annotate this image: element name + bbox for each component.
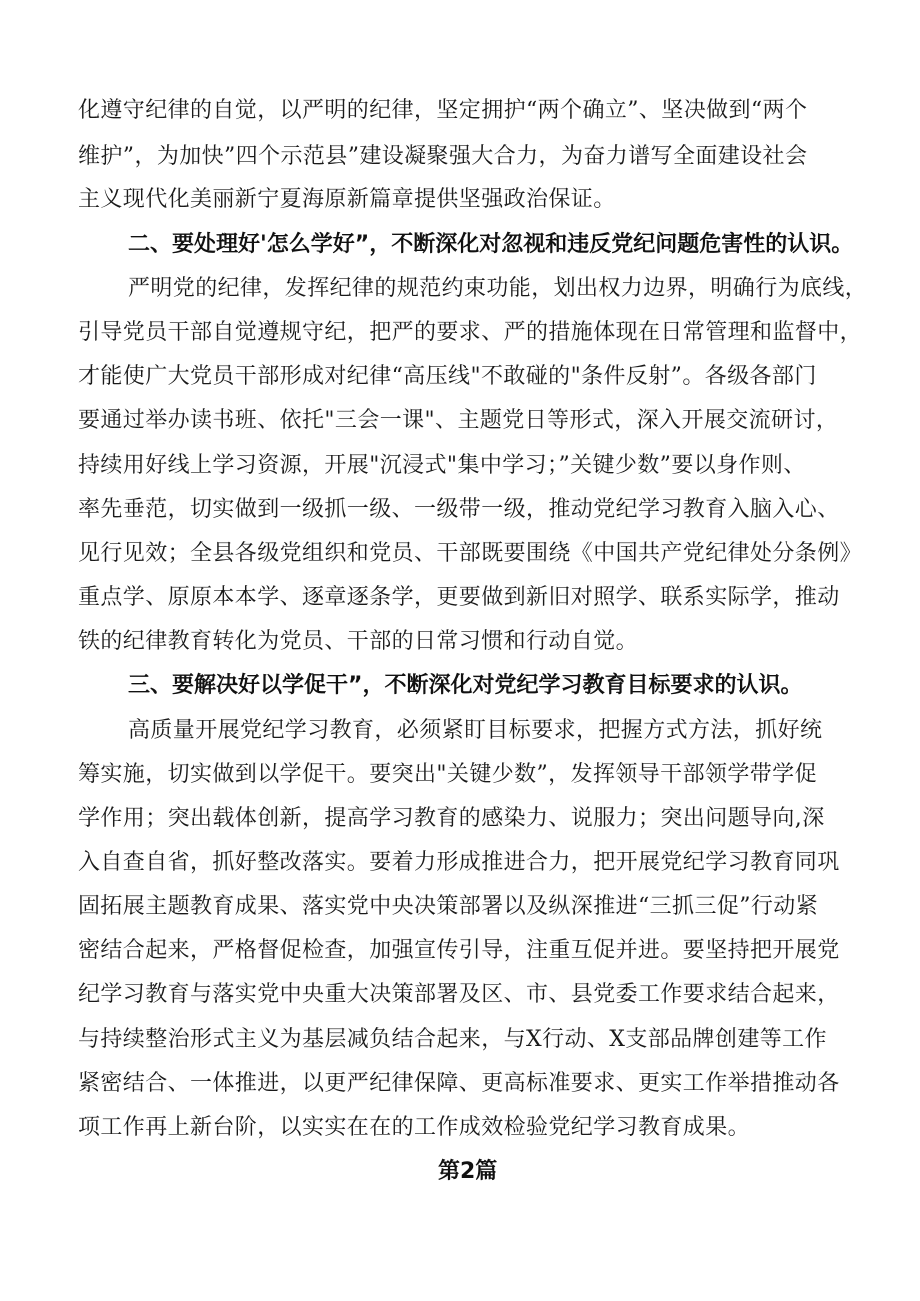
paragraph-line: 与持续整治形式主义为基层减负结合起来，与X行动、X支部品牌创建等工作 bbox=[78, 1027, 827, 1052]
paragraph-line: 密结合起来，严格督促检查，加强宣传引导，注重互促并进。要坚持把开展党 bbox=[78, 938, 840, 963]
paragraph-line: 重点学、原原本本学、逐章逐条学，更要做到新旧对照学、联系实际学，推动 bbox=[78, 585, 840, 610]
section-heading: 三、要解决好以学促干”，不断深化对党纪学习教育目标要求的认识。 bbox=[128, 673, 803, 698]
next-section-title: 第2篇 bbox=[438, 1159, 498, 1184]
paragraph-line: 持续用好线上学习资源，开展"沉浸式"集中学习；”关键少数”要以身作则、 bbox=[78, 453, 806, 478]
paragraph-line: 项工作再上新台阶，以实实在在的工作成效检验党纪学习教育成果。 bbox=[78, 1115, 751, 1140]
paragraph-line: 化遵守纪律的自觉，以严明的纪律，坚定拥护“两个确立”、坚决做到“两个 bbox=[78, 98, 808, 123]
paragraph-line: 入自查自省，抓好整改落实。要着力形成推进合力，把开展党纪学习教育同巩 bbox=[78, 850, 840, 875]
paragraph-line: 维护”，为加快”四个示范县”建设凝聚强大合力，为奋力谱写全面建设社会 bbox=[78, 144, 808, 169]
paragraph-line: 主义现代化美丽新宁夏海原新篇章提供坚强政治保证。 bbox=[78, 187, 616, 212]
paragraph-line: 纪学习教育与落实党中央重大决策部署及区、市、县党委工作要求结合起来， bbox=[78, 982, 840, 1007]
paragraph-line: 要通过举办读书班、依托"三会一课"、主题党日等形式，深入开展交流研讨， bbox=[78, 408, 839, 433]
paragraph-line: 才能使广大党员干部形成对纪律“高压线"不敢碰的"条件反射”。各级各部门 bbox=[78, 364, 817, 389]
paragraph-line: 严明党的纪律，发挥纪律的规范约束功能，划出权力边界，明确行为底线， bbox=[128, 276, 868, 301]
paragraph-line: 见行见效；全县各级党组织和党员、干部既要围绕《中国共产党纪律处分条例》 bbox=[78, 541, 863, 566]
paragraph-line: 紧密结合、一体推进，以更严纪律保障、更高标准要求、更实工作举措推动各 bbox=[78, 1071, 840, 1096]
paragraph-line: 高质量开展党纪学习教育，必须紧盯目标要求，把握方式方法，抓好统 bbox=[128, 718, 823, 743]
paragraph-line: 筹实施，切实做到以学促干。要突出"关键少数”，发挥领导干部领学带学促 bbox=[78, 762, 817, 787]
paragraph-line: 固拓展主题教育成果、落实党中央决策部署以及纵深推进“三抓三促”行动紧 bbox=[78, 894, 819, 919]
paragraph-line: 铁的纪律教育转化为党员、干部的日常习惯和行动自觉。 bbox=[78, 629, 639, 654]
paragraph-line: 学作用；突出载体创新，提高学习教育的感染力、说服力；突出问题导向,深 bbox=[78, 806, 825, 831]
section-heading: 二、要处理好'怎么学好”，不断深化对忽视和违反党纪问题危害性的认识。 bbox=[128, 232, 854, 257]
paragraph-line: 引导党员干部自觉遵规守纪，把严的要求、严的措施体现在日常管理和监督中， bbox=[78, 320, 863, 345]
paragraph-line: 率先垂范，切实做到一级抓一级、一级带一级，推动党纪学习教育入脑入心、 bbox=[78, 497, 840, 522]
